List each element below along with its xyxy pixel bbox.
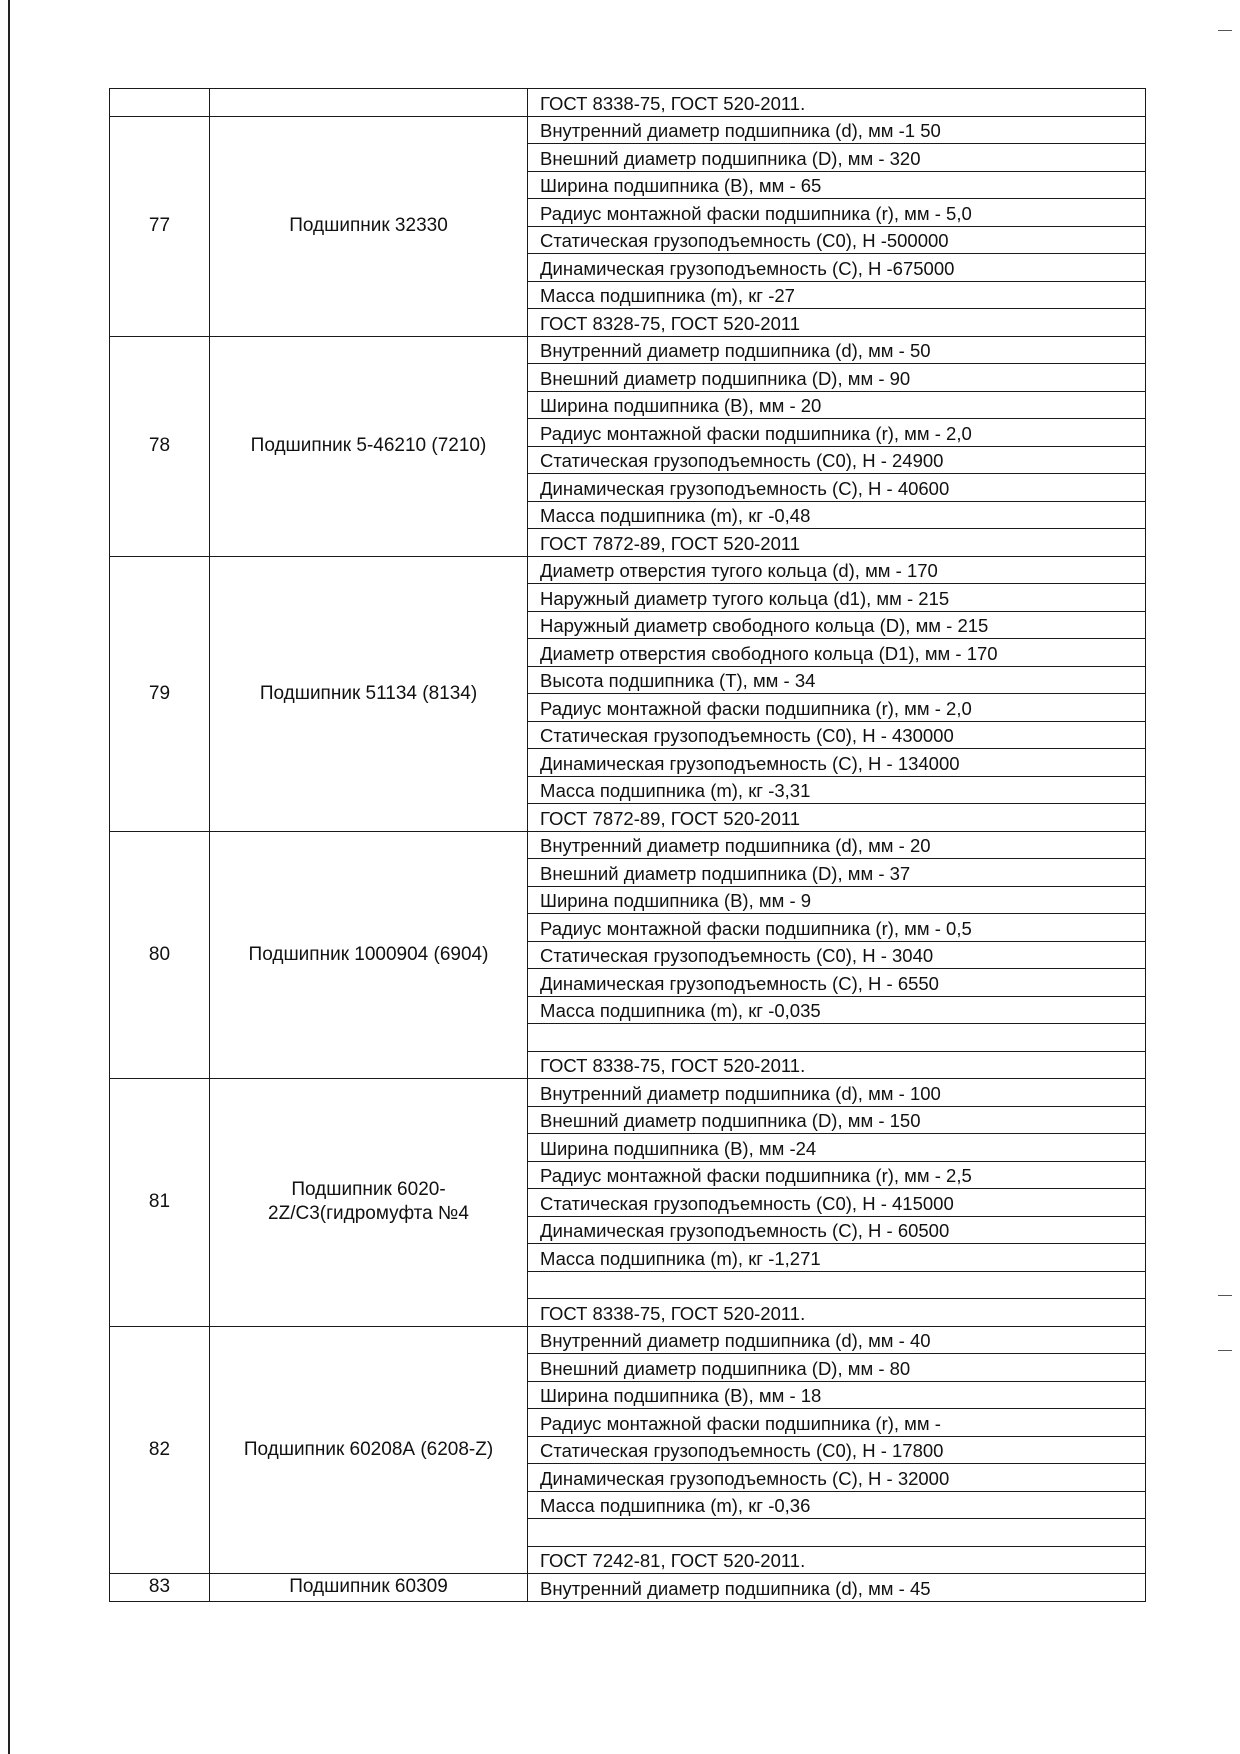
spec-cell: Динамическая грузоподъемность (C), Н -675000 bbox=[528, 254, 1146, 282]
item-number-cell: 80 bbox=[110, 831, 210, 1079]
spec-cell: Масса подшипника (m), кг -27 bbox=[528, 281, 1146, 309]
spec-cell: Внутренний диаметр подшипника (d), мм - 50 bbox=[528, 336, 1146, 364]
spec-cell: Статическая грузоподъемность (C0), Н - 17800 bbox=[528, 1436, 1146, 1464]
spec-cell: Диаметр отверстия свободного кольца (D1), мм - 170 bbox=[528, 639, 1146, 667]
spec-cell: Ширина подшипника (B), мм - 9 bbox=[528, 886, 1146, 914]
table-row bbox=[110, 1326, 1146, 1354]
item-name-cell bbox=[210, 89, 528, 117]
spec-cell: Внутренний диаметр подшипника (d), мм - 45 bbox=[528, 1574, 1146, 1602]
spec-cell: Радиус монтажной фаски подшипника (r), мм - bbox=[528, 1409, 1146, 1437]
item-name-cell: Подшипник 60309 bbox=[210, 1574, 528, 1602]
spec-cell: Ширина подшипника (B), мм - 65 bbox=[528, 171, 1146, 199]
scan-edge-line bbox=[8, 0, 10, 1754]
scan-margin-mark bbox=[1218, 30, 1232, 31]
item-name-cell: Подшипник 60208А (6208-Z) bbox=[210, 1326, 528, 1574]
spec-cell: Внешний диаметр подшипника (D), мм - 320 bbox=[528, 144, 1146, 172]
spec-cell: Внешний диаметр подшипника (D), мм - 37 bbox=[528, 859, 1146, 887]
table-row bbox=[110, 336, 1146, 364]
spec-cell: Внутренний диаметр подшипника (d), мм - 100 bbox=[528, 1079, 1146, 1107]
item-number-cell: 81 bbox=[110, 1079, 210, 1327]
spec-cell: Высота подшипника (T), мм - 34 bbox=[528, 666, 1146, 694]
spec-cell: Динамическая грузоподъемность (C), Н - 134000 bbox=[528, 749, 1146, 777]
table-row bbox=[110, 116, 1146, 144]
item-number-cell: 79 bbox=[110, 556, 210, 831]
spec-cell: Масса подшипника (m), кг -1,271 bbox=[528, 1244, 1146, 1272]
spec-cell: Ширина подшипника (B), мм - 20 bbox=[528, 391, 1146, 419]
item-number-cell: 77 bbox=[110, 116, 210, 336]
spec-cell: Внешний диаметр подшипника (D), мм - 80 bbox=[528, 1354, 1146, 1382]
table-row bbox=[110, 831, 1146, 859]
spec-cell: Радиус монтажной фаски подшипника (r), мм - 5,0 bbox=[528, 199, 1146, 227]
item-number-cell: 82 bbox=[110, 1326, 210, 1574]
item-name-cell: Подшипник 1000904 (6904) bbox=[210, 831, 528, 1079]
spec-cell bbox=[528, 1519, 1146, 1547]
spec-cell: Статическая грузоподъемность (C0), Н -500000 bbox=[528, 226, 1146, 254]
spec-cell: Динамическая грузоподъемность (C), Н - 60500 bbox=[528, 1216, 1146, 1244]
table-row bbox=[110, 1574, 1146, 1602]
spec-cell: Динамическая грузоподъемность (C), Н - 32000 bbox=[528, 1464, 1146, 1492]
spec-cell: ГОСТ 7872-89, ГОСТ 520-2011 bbox=[528, 804, 1146, 832]
item-name-cell: Подшипник 5-46210 (7210) bbox=[210, 336, 528, 556]
spec-cell: ГОСТ 8338-75, ГОСТ 520-2011. bbox=[528, 89, 1146, 117]
scan-margin-mark bbox=[1218, 1295, 1232, 1296]
spec-cell: Наружный диаметр свободного кольца (D), мм - 215 bbox=[528, 611, 1146, 639]
spec-cell: ГОСТ 7242-81, ГОСТ 520-2011. bbox=[528, 1546, 1146, 1574]
item-number-cell bbox=[110, 89, 210, 117]
spec-cell: Радиус монтажной фаски подшипника (r), мм - 0,5 bbox=[528, 914, 1146, 942]
spec-cell: Масса подшипника (m), кг -0,035 bbox=[528, 996, 1146, 1024]
spec-cell: Диаметр отверстия тугого кольца (d), мм - 170 bbox=[528, 556, 1146, 584]
spec-cell bbox=[528, 1271, 1146, 1299]
table-row bbox=[110, 556, 1146, 584]
spec-cell: Внутренний диаметр подшипника (d), мм - 20 bbox=[528, 831, 1146, 859]
spec-cell: ГОСТ 7872-89, ГОСТ 520-2011 bbox=[528, 529, 1146, 557]
item-name-line: 2Z/C3(гидромуфта №4 bbox=[268, 1203, 469, 1225]
item-name-cell: Подшипник 51134 (8134) bbox=[210, 556, 528, 831]
spec-cell: Масса подшипника (m), кг -3,31 bbox=[528, 776, 1146, 804]
spec-cell: Статическая грузоподъемность (C0), Н - 430000 bbox=[528, 721, 1146, 749]
spec-cell: Статическая грузоподъемность (C0), Н - 24900 bbox=[528, 446, 1146, 474]
spec-cell: Статическая грузоподъемность (C0), Н - 415000 bbox=[528, 1189, 1146, 1217]
table-row bbox=[110, 1079, 1146, 1107]
item-number-cell: 78 bbox=[110, 336, 210, 556]
spec-cell: Статическая грузоподъемность (C0), Н - 3040 bbox=[528, 941, 1146, 969]
item-name-line: Подшипник 6020- bbox=[291, 1179, 446, 1201]
spec-cell: Масса подшипника (m), кг -0,48 bbox=[528, 501, 1146, 529]
spec-cell: ГОСТ 8338-75, ГОСТ 520-2011. bbox=[528, 1051, 1146, 1079]
spec-cell: Внутренний диаметр подшипника (d), мм -1 50 bbox=[528, 116, 1146, 144]
bearing-spec-table bbox=[109, 88, 1146, 1602]
spec-cell: Внешний диаметр подшипника (D), мм - 90 bbox=[528, 364, 1146, 392]
spec-cell: Радиус монтажной фаски подшипника (r), мм - 2,0 bbox=[528, 694, 1146, 722]
table-row bbox=[110, 89, 1146, 117]
spec-cell: Ширина подшипника (B), мм - 18 bbox=[528, 1381, 1146, 1409]
item-number-cell: 83 bbox=[110, 1574, 210, 1602]
spec-cell: ГОСТ 8338-75, ГОСТ 520-2011. bbox=[528, 1299, 1146, 1327]
spec-cell: Внешний диаметр подшипника (D), мм - 150 bbox=[528, 1106, 1146, 1134]
spec-cell: Наружный диаметр тугого кольца (d1), мм - 215 bbox=[528, 584, 1146, 612]
item-name-cell bbox=[210, 1079, 528, 1327]
spec-cell: Радиус монтажной фаски подшипника (r), мм - 2,0 bbox=[528, 419, 1146, 447]
spec-cell bbox=[528, 1024, 1146, 1052]
spec-cell: Динамическая грузоподъемность (C), Н - 40600 bbox=[528, 474, 1146, 502]
spec-cell: ГОСТ 8328-75, ГОСТ 520-2011 bbox=[528, 309, 1146, 337]
spec-cell: Внутренний диаметр подшипника (d), мм - 40 bbox=[528, 1326, 1146, 1354]
spec-cell: Динамическая грузоподъемность (C), Н - 6550 bbox=[528, 969, 1146, 997]
spec-cell: Ширина подшипника (B), мм -24 bbox=[528, 1134, 1146, 1162]
spec-cell: Радиус монтажной фаски подшипника (r), мм - 2,5 bbox=[528, 1161, 1146, 1189]
scan-margin-mark bbox=[1218, 1350, 1232, 1351]
spec-cell: Масса подшипника (m), кг -0,36 bbox=[528, 1491, 1146, 1519]
item-name-cell: Подшипник 32330 bbox=[210, 116, 528, 336]
